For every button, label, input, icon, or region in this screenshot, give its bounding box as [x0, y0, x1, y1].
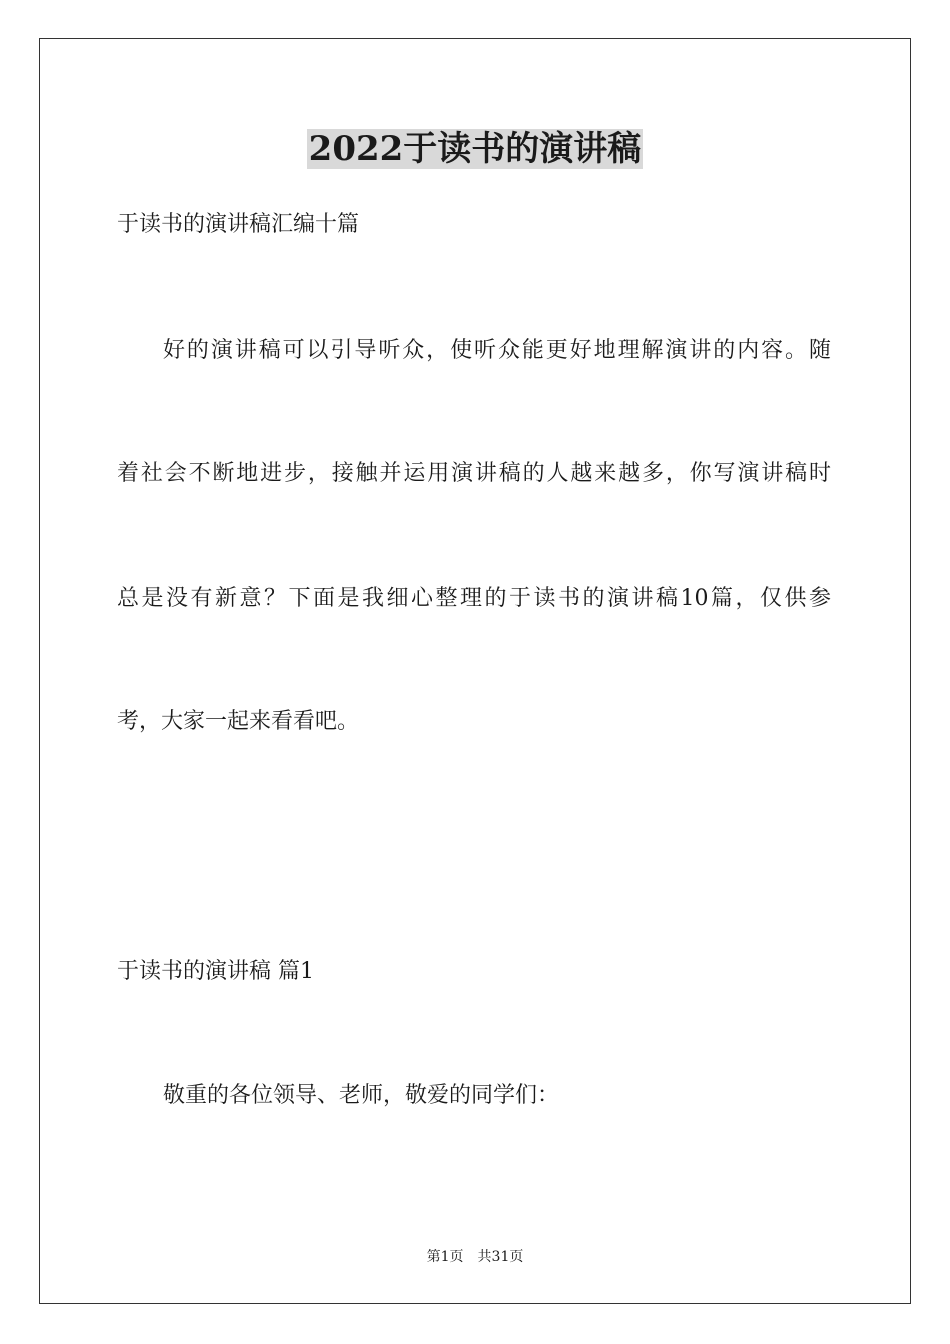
section-heading: 于读书的演讲稿 篇1	[117, 959, 314, 984]
page-footer	[0, 1247, 950, 1267]
document-subtitle: 于读书的演讲稿汇编十篇	[117, 212, 360, 237]
intro-line-4: 考，大家一起来看看吧。	[117, 709, 360, 734]
greeting-line: 敬重的各位领导、老师，敬爱的同学们：	[163, 1083, 560, 1108]
document-title-text: 2022于读书的演讲稿	[308, 129, 642, 169]
document-title	[0, 124, 950, 174]
page-number: 第1页	[426, 1249, 464, 1265]
intro-line-2: 着社会不断地进步，接触并运用演讲稿的人越来越多，你写演讲稿时	[117, 461, 831, 486]
page-total: 共31页	[477, 1249, 524, 1265]
intro-line-1: 好的演讲稿可以引导听众，使听众能更好地理解演讲的内容。随	[163, 338, 831, 363]
intro-line-3: 总是没有新意？下面是我细心整理的于读书的演讲稿10篇，仅供参	[117, 586, 831, 611]
